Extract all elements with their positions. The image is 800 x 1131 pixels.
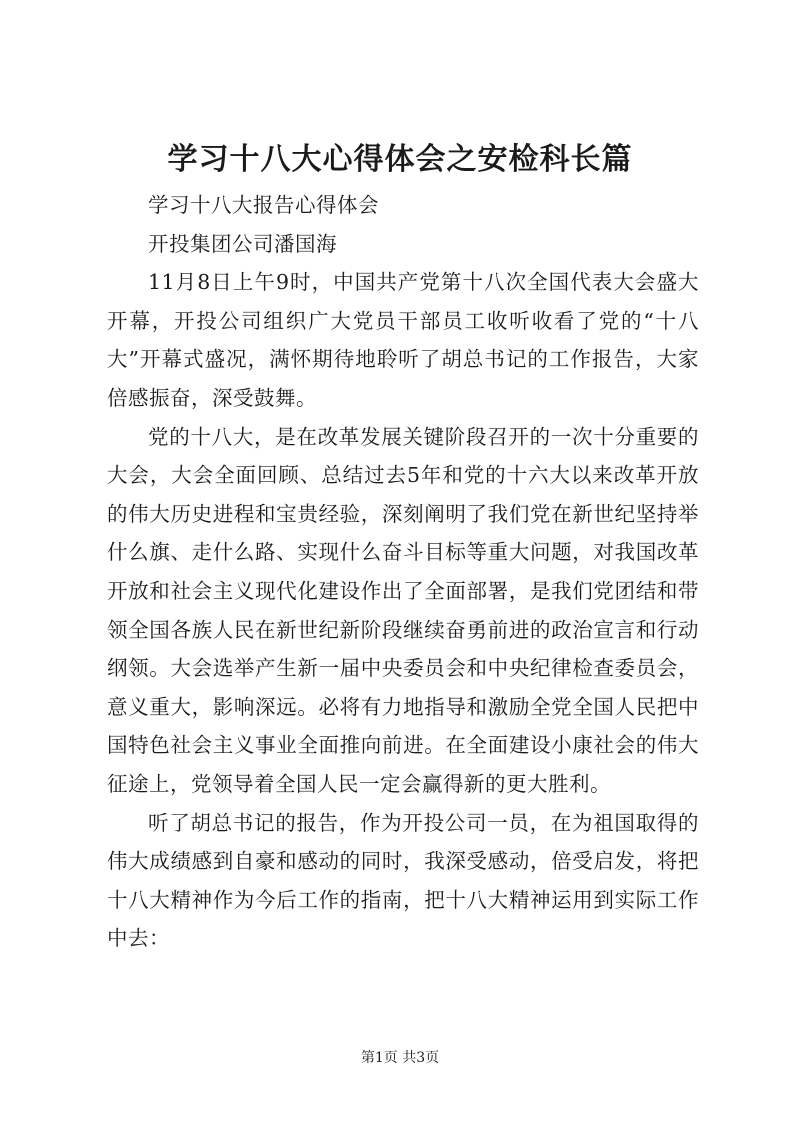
paragraph: 党的十八大，是在改革发展关键阶段召开的一次十分重要的大会，大会全面回顾、总结过去5年和党的十六大以来改革开放的伟大历史进程和宝贵经验，深刻阐明了我们党在新世纪坚持举什么旗、走什么路、实现什么奋斗目标等重大问题，对我国改革开放和社会主义现代化建设作出了全面部署，是我们党团结和带领全国各族人民在新世纪新阶段继续奋勇前进的政治宣言和行动纲领。大会选举产生新一届中央委员会和中央纪律检查委员会，意义重大，影响深远。必将有力地指导和激励全党全国人民把中国特色社会主义事业全面推向前进。在全面建设小康社会的伟大征途上，党领导着全国人民一定会赢得新的更大胜利。 (107, 424, 699, 796)
document-subtitle: 学习十八大报告心得体会 (148, 193, 379, 217)
page-number-footer: 第1页 共3页 (360, 1050, 440, 1066)
paragraph: 11月8日上午9时，中国共产党第十八次全国代表大会盛大开幕，开投公司组织广大党员干部员工收听收看了党的“十八大”开幕式盛况，满怀期待地聆听了胡总书记的工作报告，大家倍感振奋，深受鼓舞。 (107, 270, 699, 410)
document-author: 开投集团公司潘国海 (148, 231, 337, 256)
document-title: 学习十八大心得体会之安检科长篇 (167, 142, 633, 177)
paragraph: 听了胡总书记的报告，作为开投公司一员，在为祖国取得的伟大成绩感到自豪和感动的同时，我深受感动，倍受启发，将把十八大精神作为今后工作的指南，把十八大精神运用到实际工作中去： (107, 810, 699, 951)
document-body (107, 186, 699, 958)
